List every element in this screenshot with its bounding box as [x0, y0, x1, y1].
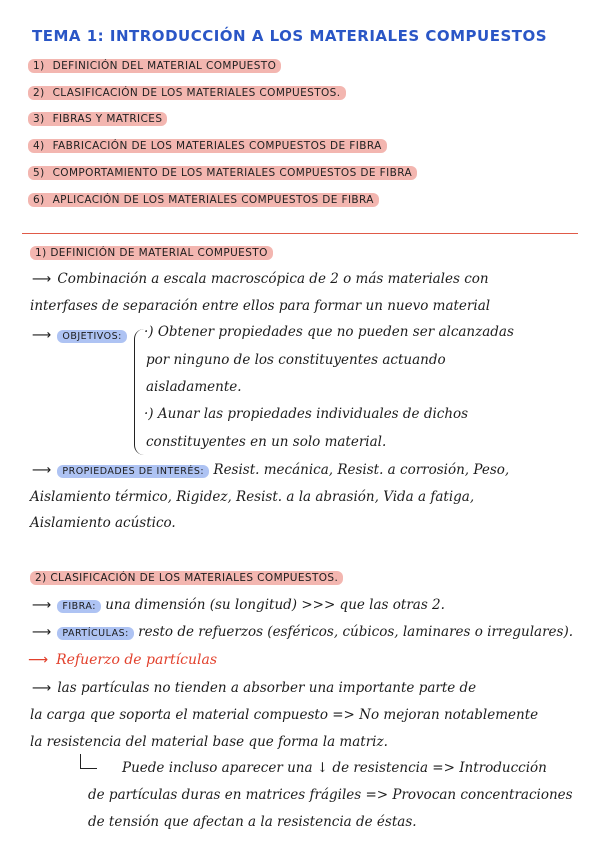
toc-num: 4)	[33, 140, 45, 152]
propiedades-line-3: Aislamiento acústico.	[30, 515, 176, 531]
particulas-row: ⟶ PARTÍCULAS: resto de refuerzos (esféricos, cúbicos, laminares o irregulares).	[32, 624, 574, 640]
propiedades-row: ⟶ PROPIEDADES DE INTERÉS: Resist. mecánica, Resist. a corrosión, Peso,	[32, 462, 510, 478]
objetivos-row	[32, 327, 127, 343]
objetivo-2-line-2: constituyentes en un solo material.	[146, 434, 387, 450]
resistencia-line-3: de tensión que afectan a la resistencia de éstas.	[88, 814, 417, 830]
arrow-icon: ⟶	[32, 271, 52, 287]
objetivo-1-line-3: aisladamente.	[146, 379, 242, 395]
toc-item-2	[28, 87, 346, 99]
toc-label: COMPORTAMIENTO DE LOS MATERIALES COMPUESTOS DE FIBRA	[52, 167, 413, 179]
objetivos-tag: OBJETIVOS:	[57, 330, 126, 343]
propiedades-tag: PROPIEDADES DE INTERÉS:	[57, 465, 209, 478]
arrow-icon: ⟶	[32, 327, 52, 343]
toc-num: 1)	[33, 60, 45, 72]
toc-num: 6)	[33, 194, 45, 206]
propiedades-line-2: Aislamiento térmico, Rigidez, Resist. a la abrasión, Vida a fatiga,	[30, 489, 475, 505]
toc-num: 2)	[33, 87, 45, 99]
objetivo-2-line-1: ·) Aunar las propiedades individuales de dichos	[144, 406, 469, 422]
fibra-row: ⟶ FIBRA: una dimensión (su longitud) >>> que las otras 2.	[32, 597, 445, 613]
arrow-icon: ⟶	[32, 624, 52, 640]
toc-item-6	[28, 194, 379, 206]
resistencia-line-2: de partículas duras en matrices frágiles => Provocan concentraciones	[88, 787, 573, 803]
particulas-tag: PARTÍCULAS:	[57, 627, 133, 640]
objetivo-1-line-2: por ninguno de los constituyentes actuando	[146, 352, 446, 368]
bracket-icon	[134, 329, 145, 455]
hook-arrow-icon	[80, 754, 97, 769]
toc-label: CLASIFICACIÓN DE LOS MATERIALES COMPUESTOS.	[52, 87, 341, 99]
resistencia-line-1: Puede incluso aparecer una ↓ de resistencia => Introducción	[122, 760, 547, 776]
toc-item-5	[28, 167, 417, 179]
page-title: TEMA 1: INTRODUCCIÓN A LOS MATERIALES COMPUESTOS	[32, 27, 548, 45]
section-1-heading: 1) DEFINICIÓN DE MATERIAL COMPUESTO	[30, 247, 273, 259]
refuerzo-heading: ⟶ Refuerzo de partículas	[28, 652, 218, 668]
particulas-paragraph-line-3: la resistencia del material base que forma la matriz.	[30, 734, 388, 750]
toc-item-3	[28, 113, 167, 125]
toc-item-1	[28, 60, 281, 72]
toc-label: FABRICACIÓN DE LOS MATERIALES COMPUESTOS DE FIBRA	[52, 140, 382, 152]
toc-num: 5)	[33, 167, 45, 179]
toc-label: DEFINICIÓN DEL MATERIAL COMPUESTO	[52, 60, 277, 72]
arrow-icon: ⟶	[28, 652, 49, 668]
arrow-icon: ⟶	[32, 462, 52, 478]
particulas-paragraph-line-2: la carga que soporta el material compuesto => No mejoran notablemente	[30, 707, 539, 723]
section-2-heading: 2) CLASIFICACIÓN DE LOS MATERIALES COMPUESTOS.	[30, 572, 343, 584]
objetivo-1-line-1: ·) Obtener propiedades que no pueden ser alcanzadas	[144, 324, 514, 340]
toc-label: FIBRAS Y MATRICES	[52, 113, 163, 125]
arrow-icon: ⟶	[32, 597, 52, 613]
definition-line-1: ⟶ Combinación a escala macroscópica de 2 o más materiales con	[32, 271, 489, 287]
arrow-icon: ⟶	[32, 680, 52, 696]
toc-item-4	[28, 140, 387, 152]
toc-num: 3)	[33, 113, 45, 125]
section-divider	[22, 233, 578, 234]
particulas-paragraph-line-1: ⟶ las partículas no tienden a absorber una importante parte de	[32, 680, 477, 696]
fibra-tag: FIBRA:	[57, 600, 101, 613]
toc-label: APLICACIÓN DE LOS MATERIALES COMPUESTOS DE FIBRA	[52, 194, 374, 206]
definition-line-2: interfases de separación entre ellos para formar un nuevo material	[30, 298, 491, 314]
